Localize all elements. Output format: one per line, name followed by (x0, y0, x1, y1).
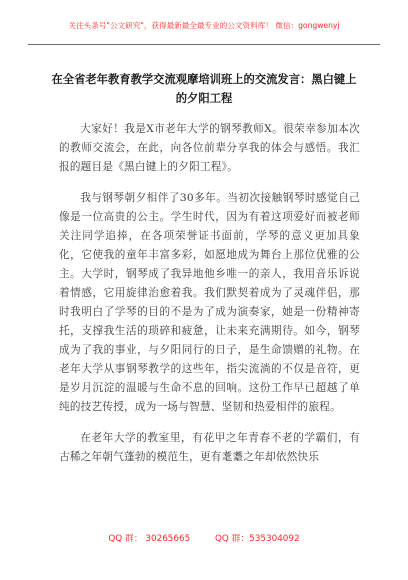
paragraph: 在老年大学的教室里，有花甲之年青春不老的学霸们，有古稀之年朝气蓬勃的模范生，更有耄耋之年却依然快乐 (59, 432, 360, 463)
footer-contact (0, 531, 408, 544)
document-title: 在全省老年教育教学交流观摩培训班上的交流发言：黑白键上的夕阳工程 (51, 72, 357, 105)
paragraph: 我与钢琴朝夕相伴了30多年。当初次接触钢琴时感觉自己像是一位高贵的公主。学生时代，因为有着这项爱好而被老师关注同学追捧，在各项荣誉证书面前，学琴的意义更加具象化，它使我的童年丰富多彩，如愿地成为舞台上那位优雅的公主。大学时，钢琴成了我异地他乡唯一的亲人，我用音乐诉说着情感，它用旋律治愈着我。我们默契着成为了灵魂伴侣，那时我明白了学琴的目的不是为了成为演奏家，她是一份精神寄托，支撑我生活的琐碎和疲惫，让未来充满期待。如今，钢琴成为了我的事业，与夕阳同行的日子，是生命馈赠的礼物。在老年大学从事钢琴教学的这些年，指尖流淌的不仅是音符，更是岁月沉淀的温暖与生命不息的回响。这份工作早已超越了单纯的技艺传授，成为一场与智慧、坚韧和热爱相伴的旅程。 (59, 192, 360, 413)
header-divider (28, 44, 380, 45)
qq-group-1: QQ 群： 30265665 (108, 534, 191, 544)
qq-group-2: QQ 群：535304092 (214, 534, 300, 544)
header-banner: 关注头条号"公文研究"，获得最新最全最专业的公文资料库！ 微信：gongwenyj (68, 21, 340, 30)
document-body (59, 120, 360, 479)
paragraph: 大家好！我是X市老年大学的钢琴教师X。很荣幸参加本次的教师交流会，在此，向各位前辈分享我的体会与感悟。我汇报的题目是《黑白键上的夕阳工程》。 (59, 123, 360, 173)
